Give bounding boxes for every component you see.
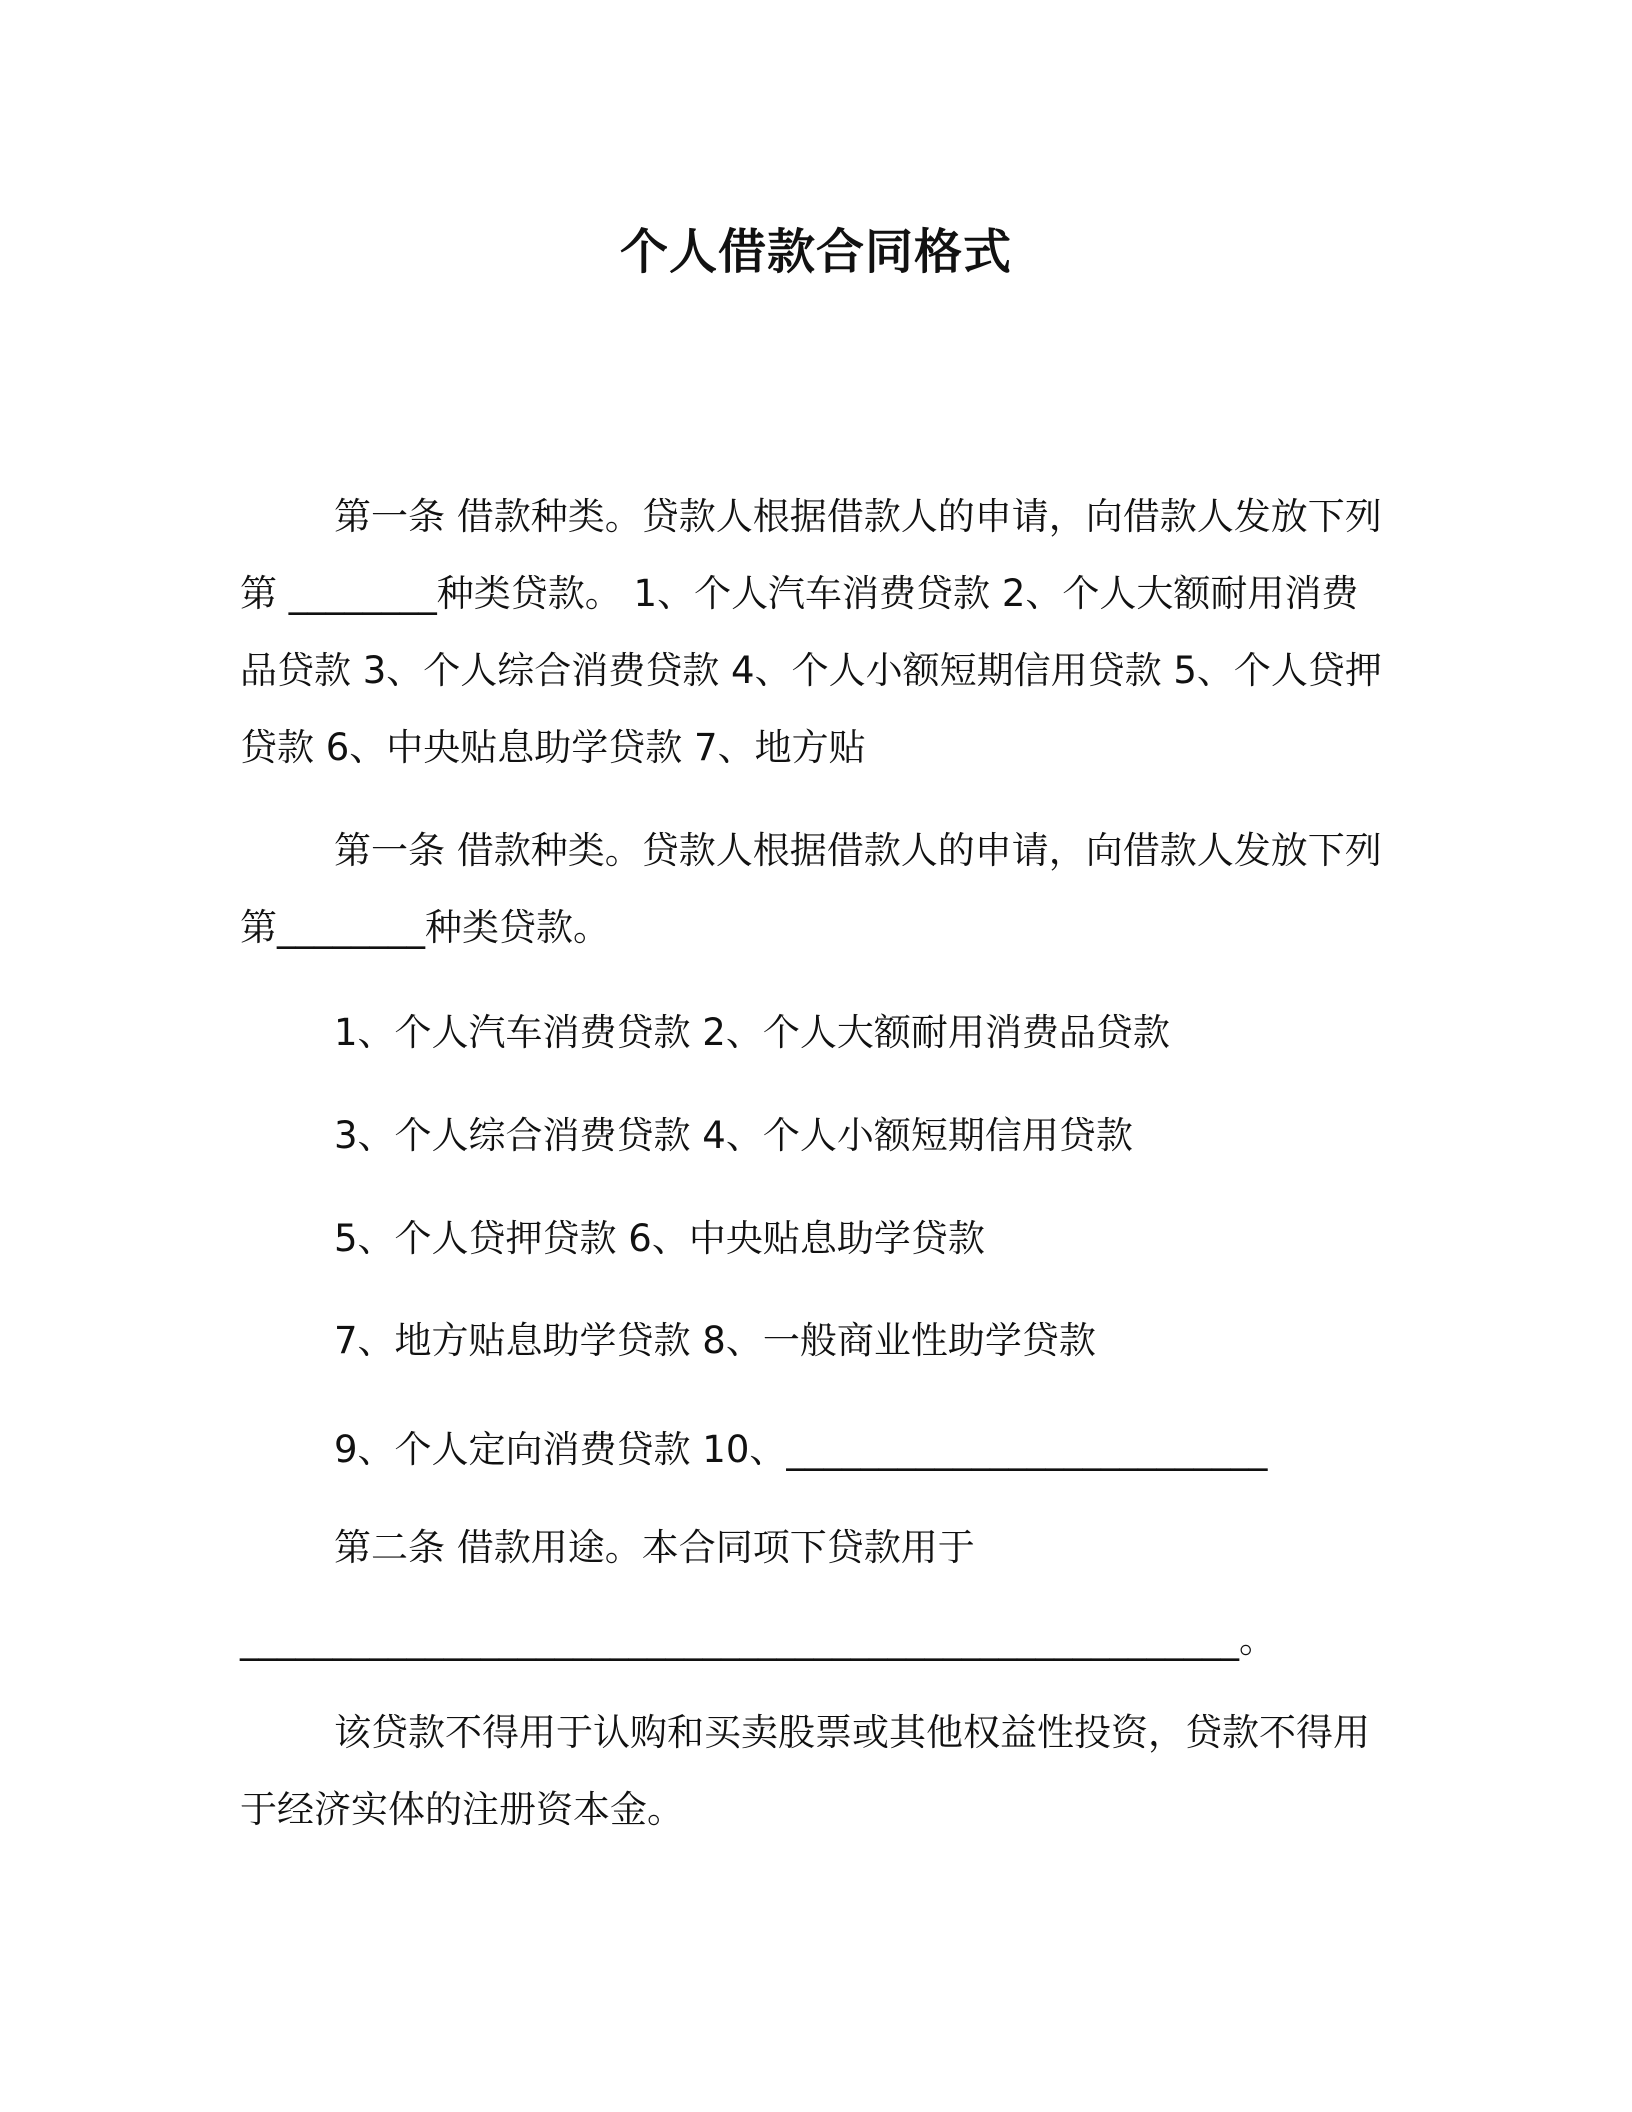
document-title: 个人借款合同格式 [619,224,1012,280]
article2-line2: ______________________________________________________。 [240,1618,1276,1661]
paragraph1-line4: 贷款 6、中央贴息助学贷款 7、地方贴 [240,726,866,769]
loan-item-line: 9、个人定向消费贷款 10、__________________________ [334,1428,1268,1471]
paragraph1-line1: 第一条 借款种类。贷款人根据借款人的申请，向借款人发放下列 [334,495,1382,538]
restriction-line2: 于经济实体的注册资本金。 [240,1788,684,1831]
loan-item-line: 7、地方贴息助学贷款 8、一般商业性助学贷款 [334,1319,1096,1362]
loan-item-line: 1、个人汽车消费贷款 2、个人大额耐用消费品贷款 [334,1011,1170,1054]
paragraph1-line3: 品贷款 3、个人综合消费贷款 4、个人小额短期信用贷款 5、个人贷押 [240,649,1382,692]
paragraph2-line1: 第一条 借款种类。贷款人根据借款人的申请，向借款人发放下列 [334,829,1382,872]
paragraph2-line2: 第________种类贷款。 [240,906,610,949]
loan-item-line: 5、个人贷押贷款 6、中央贴息助学贷款 [334,1217,985,1260]
paragraph1-line2: 第 ________种类贷款。 1、个人汽车消费贷款 2、个人大额耐用消费 [240,572,1359,615]
article2-line1: 第二条 借款用途。本合同项下贷款用于 [334,1526,975,1569]
restriction-line1: 该贷款不得用于认购和买卖股票或其他权益性投资，贷款不得用 [334,1711,1370,1754]
loan-item-line: 3、个人综合消费贷款 4、个人小额短期信用贷款 [334,1114,1133,1157]
